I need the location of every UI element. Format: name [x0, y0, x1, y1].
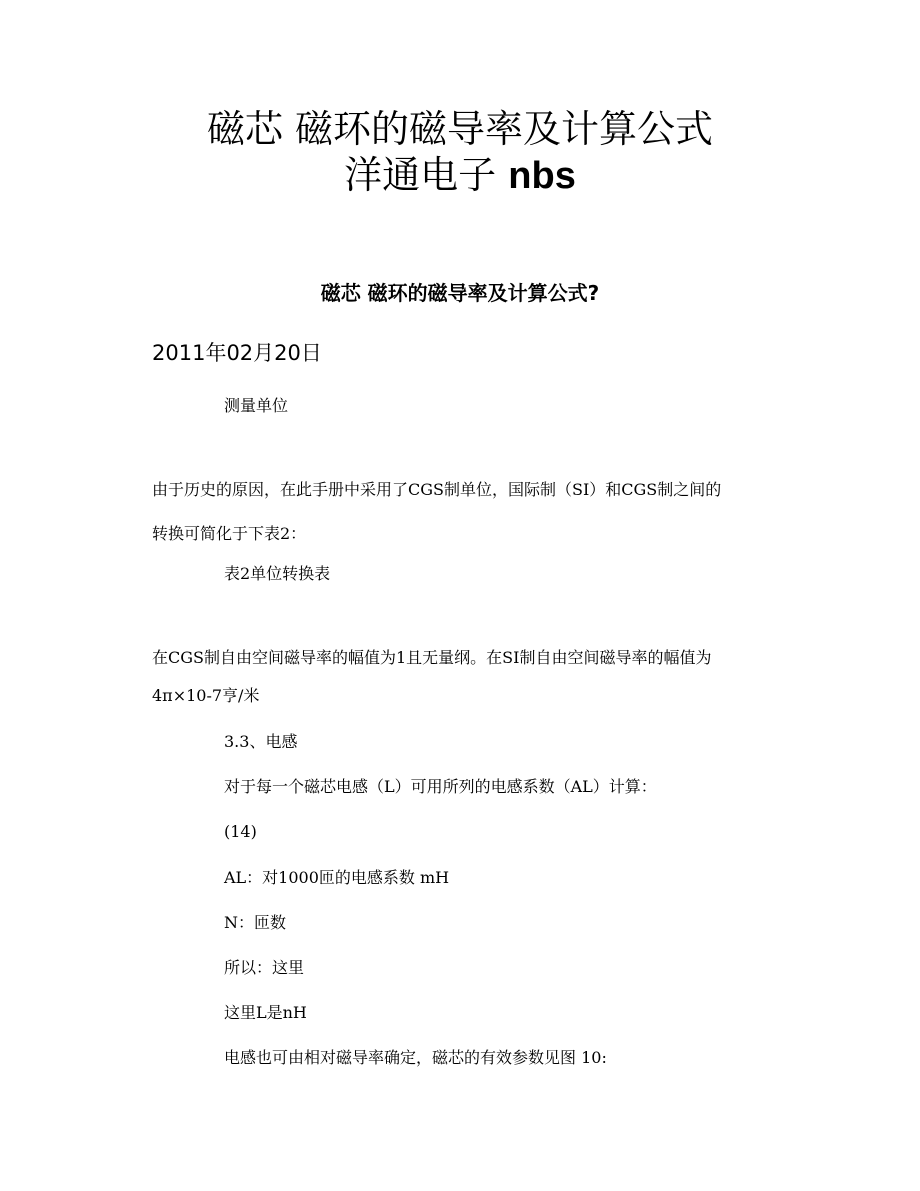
article-date: 2011年02月20日 [152, 341, 322, 365]
table-caption: 表2单位转换表 [224, 564, 331, 583]
paragraph-therefore: 所以：这里 [224, 958, 305, 977]
equation-number: (14) [224, 822, 257, 841]
paragraph-permeability-line2: 4π×10-7亨/米 [152, 686, 260, 705]
article-heading: 磁芯 磁环的磁导率及计算公式? [320, 281, 600, 305]
author-tag: nbs [508, 155, 576, 197]
definition-n: N：匝数 [224, 913, 287, 932]
paragraph-inductance-intro: 对于每一个磁芯电感（L）可用所列的电感系数（AL）计算： [224, 777, 657, 796]
document-title: 磁芯 磁环的磁导率及计算公式 [206, 107, 714, 151]
paragraph-history-line2: 转换可简化于下表2： [152, 524, 307, 543]
section-heading-inductance: 3.3、电感 [224, 732, 298, 751]
author-name: 洋通电子 [344, 153, 509, 197]
paragraph-unit-nh: 这里L是nH [224, 1003, 307, 1022]
section-heading-units: 测量单位 [224, 396, 289, 415]
paragraph-relative-permeability: 电感也可由相对磁导率确定，磁芯的有效参数见图 10: [224, 1048, 607, 1067]
document-author-line [0, 152, 920, 199]
definition-al: AL：对1000匝的电感系数 mH [224, 868, 450, 887]
paragraph-permeability-line1: 在CGS制自由空间磁导率的幅值为1且无量纲。在SI制自由空间磁导率的幅值为 [152, 648, 712, 667]
paragraph-history-line1: 由于历史的原因，在此手册中采用了CGS制单位，国际制（SI）和CGS制之间的 [152, 480, 722, 499]
